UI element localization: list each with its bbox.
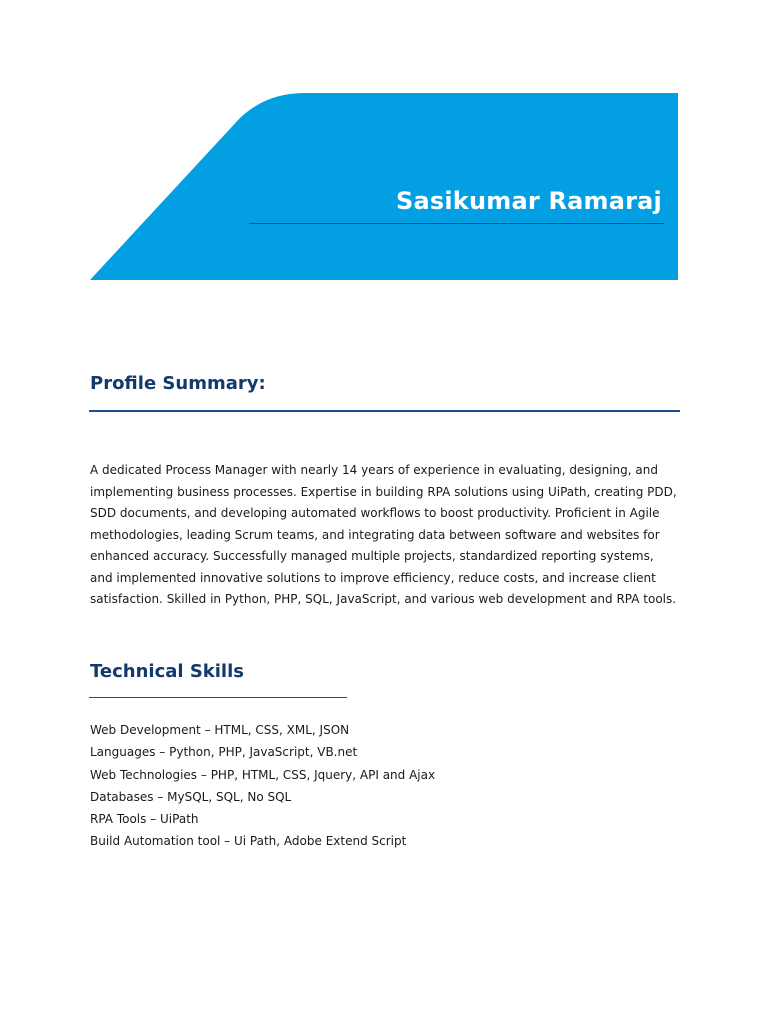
profile-summary-text: A dedicated Process Manager with nearly 14 years of experience in evaluating, designing, and implementing business processes. Expertise in building RPA solutions using UiPath, creating PDD, SDD documents, and developing automated workflows to boost productivity. Proficient in Agile methodologies, leading Scrum teams, and integrating data between software and websites for enhanced accuracy. Successfully managed multiple projects, standardized reporting systems, and implemented innovative solutions to improve efficiency, reduce costs, and increase client satisfaction. Skilled in Python, PHP, SQL, JavaScript, and various web development and RPA tools. (90, 463, 677, 606)
profile-summary-heading: Profile Summary: (90, 373, 266, 394)
skill-item-web-technologies: Web Technologies – PHP, HTML, CSS, Jquery, API and Ajax (90, 767, 436, 782)
technical-skills-heading: Technical Skills (90, 661, 244, 682)
profile-summary-divider (89, 410, 680, 412)
skill-item-languages: Languages – Python, PHP, JavaScript, VB.net (90, 745, 358, 760)
skill-item-rpa-tools: RPA Tools – UiPath (90, 812, 199, 827)
candidate-name: Sasikumar Ramaraj (396, 187, 662, 215)
name-divider (249, 223, 664, 224)
skill-item-web-development: Web Development – HTML, CSS, XML, JSON (90, 723, 350, 737)
technical-skills-list (90, 719, 680, 853)
skill-item-databases: Databases – MySQL, SQL, No SQL (90, 789, 292, 804)
skill-item-build-automation: Build Automation tool – Ui Path, Adobe Extend Script (90, 834, 407, 849)
technical-skills-divider (89, 697, 347, 698)
